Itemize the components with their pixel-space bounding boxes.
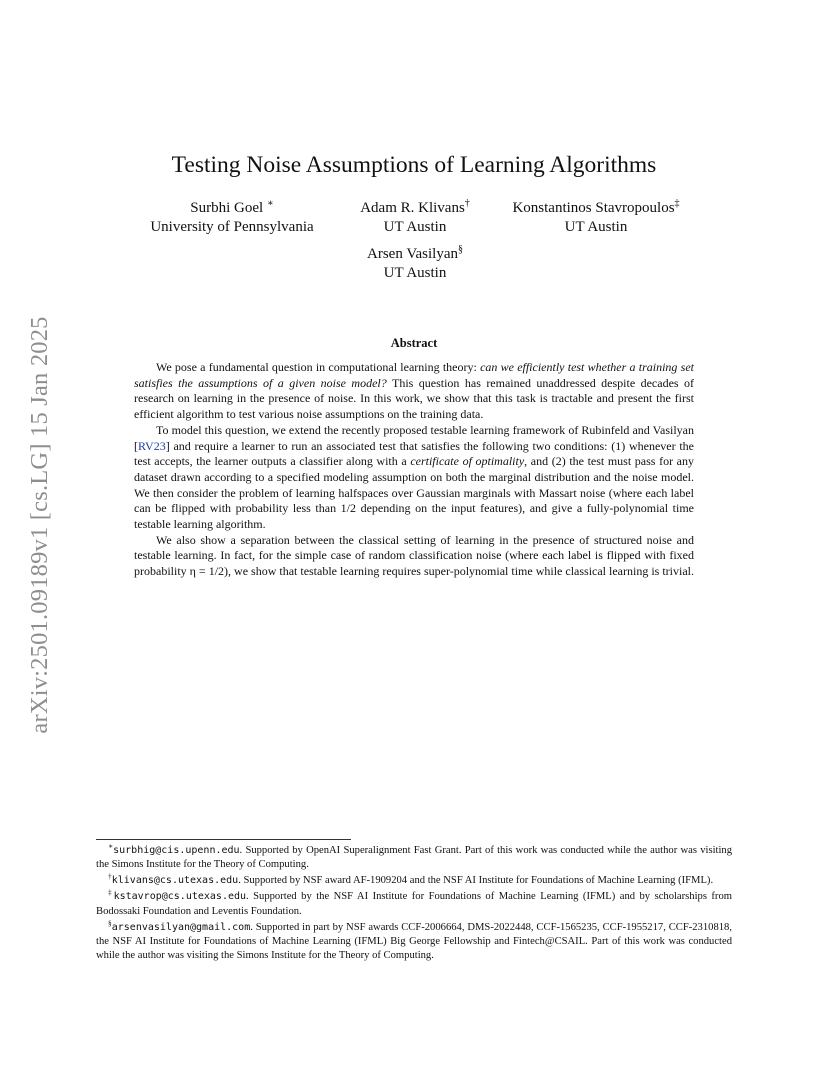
abstract-text: To model this question, we extend the recently proposed testable learning framework of Rubinfeld and Vasilyan [ — [134, 422, 694, 453]
author-klivans — [340, 199, 490, 237]
footnote-email: arsenvasilyan@gmail.com — [111, 921, 251, 933]
footnote-text: . Supported by NSF award AF-1909204 and the NSF AI Institute for Foundations of Machine Learning (IFML). — [238, 875, 714, 887]
footnote-mark: † — [108, 871, 112, 881]
abstract-emphasis: certificate of optimality — [410, 454, 525, 469]
footnote-mark: ‡ — [108, 887, 114, 897]
author-affiliation: UT Austin — [383, 265, 447, 281]
abstract-text: We pose a fundamental question in computational learning theory: — [156, 360, 481, 374]
abstract-paragraph: We also show a separation between the classical setting of learning in the presence of structured noise and testable learning. In fact, for the simple case of random classification noise (where each label is flipped with fixed probability η = 1/2), we show that testable learning requires super-polynomial time while classical learning is trivial. — [134, 532, 694, 579]
abstract-emphasis: can we efficiently test whether a training set satisfies the assumptions of a given noise model? — [134, 360, 694, 390]
abstract-text: ] and require a learner to run an associated test that satisfies the following two conditions: (1) whenever the test accepts, the learner outputs a classifier along with a — [134, 438, 694, 469]
footnote-email: kstavrop@cs.utexas.edu — [113, 891, 247, 903]
footnote-mark: ∗ — [108, 841, 114, 851]
author-name: Arsen Vasilyan — [367, 246, 458, 262]
arxiv-identifier — [18, 290, 62, 760]
footnote-mark: § — [108, 918, 112, 927]
footnote-email: surbhig@cis.upenn.edu — [113, 845, 240, 856]
author-vasilyan — [340, 245, 490, 283]
footnote — [96, 841, 732, 873]
footnote — [96, 918, 732, 964]
author-name: Konstantinos Stavropoulos — [512, 200, 675, 216]
footnote-mark: ‡ — [674, 198, 680, 209]
footnote-mark: ∗ — [266, 198, 274, 209]
footnote-mark: § — [457, 244, 463, 255]
abstract-heading: Abstract — [390, 336, 438, 350]
footnote-text: . Supported by OpenAI Superalignment Fast Grant. Part of this work was conducted while the author was visiting the Simons Institute for the Theory of Computing. — [96, 845, 732, 871]
abstract-body — [134, 360, 694, 580]
footnote — [96, 871, 732, 888]
arxiv-identifier-text: arXiv:2501.09189v1 [cs.LG] 15 Jan 2025 — [26, 316, 53, 734]
footnote-text: . Supported in part by NSF awards CCF-2006664, DMS-2022448, CCF-1565235, CCF-1955217, CCF-2310818, the NSF AI Institute for Foundations of Machine Learning (IFML) Big George Fellowship and Fintech@CSAIL. Part of this work was conducted while the author was visiting the Simons Institute for the Theory of Computing. — [96, 921, 732, 962]
footnote — [96, 887, 732, 919]
author-affiliation: UT Austin — [383, 219, 447, 235]
abstract-paragraph — [134, 423, 694, 533]
paper-title: Testing Noise Assumptions of Learning Algorithms — [171, 152, 657, 178]
author-stavropoulos — [495, 199, 697, 237]
citation-link[interactable]: RV23 — [138, 438, 166, 453]
author-affiliation: University of Pennsylvania — [150, 219, 314, 235]
footnote-email: klivans@cs.utexas.edu — [111, 875, 239, 887]
footnote-text: . Supported by the NSF AI Institute for Foundations of Machine Learning (IFML) and by scholarships from Bodossaki Foundation and Leventis Foundation. — [96, 891, 732, 917]
footnote-mark: † — [464, 198, 470, 209]
author-goel — [132, 199, 332, 237]
abstract-text: , and (2) the test must pass for any dataset drawn according to a specified modeling assumption on both the marginal distribution and the noise model. We then consider the problem of learning halfspaces over Gaussian marginals with Massart noise (where each label can be flipped with probability less than 1/2 depending on the input features), and give a fully-polynomial time testable learning algorithm. — [134, 454, 694, 532]
author-name: Adam R. Klivans — [360, 200, 465, 216]
author-affiliation: UT Austin — [564, 219, 628, 235]
footnote-divider — [96, 839, 351, 840]
author-name: Surbhi Goel — [190, 200, 264, 216]
abstract-paragraph — [134, 360, 694, 423]
footnotes — [96, 841, 732, 965]
abstract-text: This question has remained unaddressed despite decades of research on learning in the presence of noise. In this work, we show that this task is tractable and present the first efficient algorithm to test various noise assumptions on the training data. — [134, 375, 695, 422]
